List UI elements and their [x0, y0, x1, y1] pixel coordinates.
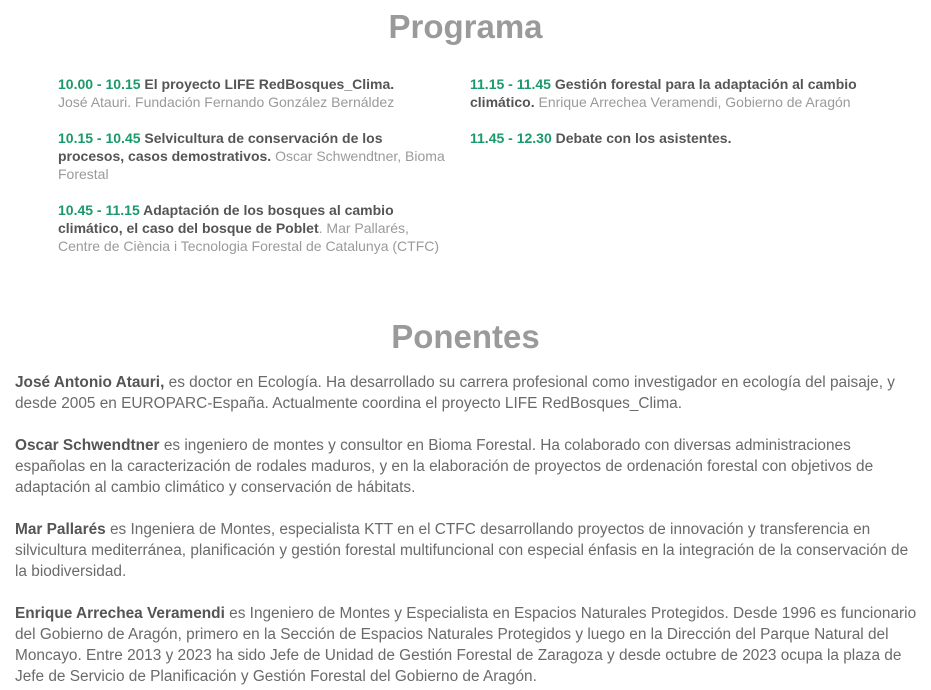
programa-title: El proyecto LIFE RedBosques_Clima.	[140, 76, 395, 92]
ponente-bio	[15, 372, 920, 414]
ponente-bio	[15, 603, 920, 687]
programa-time: 10.15 - 10.45	[58, 130, 141, 146]
programa-speaker: Oscar Schwendtner, Bioma Forestal	[58, 148, 445, 182]
ponente-text: es doctor en Ecología. Ha desarrollado su carrera profesional como investigador en ecología del paisaje, y desde 2005 en EUROPARC-España. Actualmente coordina el proyecto LIFE RedBosques_Clima.	[15, 374, 895, 412]
programa-time: 11.45 - 12.30	[470, 130, 552, 146]
programa-title: Selvicultura de conservación de los procesos, casos demostrativos.	[58, 130, 383, 164]
programa-time: 11.15 - 11.45	[470, 76, 551, 92]
programa-title: Gestión forestal para la adaptación al cambio climático.	[470, 76, 857, 110]
programa-speaker: . Mar Pallarés, Centre de Ciència i Tecnologia Forestal de Catalunya (CTFC)	[58, 220, 440, 254]
ponente-text: es Ingeniera de Montes, especialista KTT en el CTFC desarrollando proyectos de innovación y transferencia en silvicultura mediterránea, planificación y gestión forestal multifuncional con especial énfasis en la integración de la conservación de la biodiversidad.	[15, 521, 909, 580]
ponente-bio	[15, 519, 920, 582]
programa-title: Adaptación de los bosques al cambio climático, el caso del bosque de Poblet	[58, 202, 394, 236]
programa-title: Debate con los asistentes.	[551, 130, 732, 146]
ponente-name: Mar Pallarés	[15, 521, 106, 538]
programa-time: 10.00 - 10.15	[58, 76, 141, 92]
programa-item	[58, 201, 448, 255]
ponentes-list	[15, 372, 920, 690]
programa-item	[58, 129, 448, 183]
ponente-bio	[15, 435, 920, 498]
ponentes-heading: Ponentes	[391, 318, 540, 355]
ponente-text: es Ingeniero de Montes y Especialista en Espacios Naturales Protegidos. Desde 1996 es funcionario del Gobierno de Aragón, primero en la Sección de Espacios Naturales Protegidos y luego en la Dirección del Parque Natural del Moncayo. Entre 2013 y 2023 ha sido Jefe de Unidad de Gestión Forestal de Zaragoza y desde octubre de 2023 ocupa la plaza de Jefe de Servicio de Planificación y Gestión Forestal del Gobierno de Aragón.	[15, 605, 917, 685]
ponente-name: Enrique Arrechea Veramendi	[15, 605, 225, 622]
programa-right-column	[470, 75, 860, 165]
ponente-name: José Antonio Atauri,	[15, 374, 165, 391]
programa-heading: Programa	[388, 8, 543, 45]
programa-speaker: José Atauri. Fundación Fernando González Bernáldez	[58, 94, 395, 110]
programa-speaker: Enrique Arrechea Veramendi, Gobierno de Aragón	[534, 94, 851, 110]
programa-time: 10.45 - 11.15	[58, 202, 140, 218]
programa-item	[470, 129, 860, 147]
programa-item	[470, 75, 860, 111]
programa-item	[58, 75, 448, 111]
ponente-name: Oscar Schwendtner	[15, 437, 160, 454]
programa-left-column	[58, 75, 448, 273]
ponente-text: es ingeniero de montes y consultor en Bioma Forestal. Ha colaborado con diversas administraciones españolas en la caracterización de rodales maduros, y en la elaboración de proyectos de ordenación forestal con objetivos de adaptación al cambio climático y conservación de hábitats.	[15, 437, 874, 496]
